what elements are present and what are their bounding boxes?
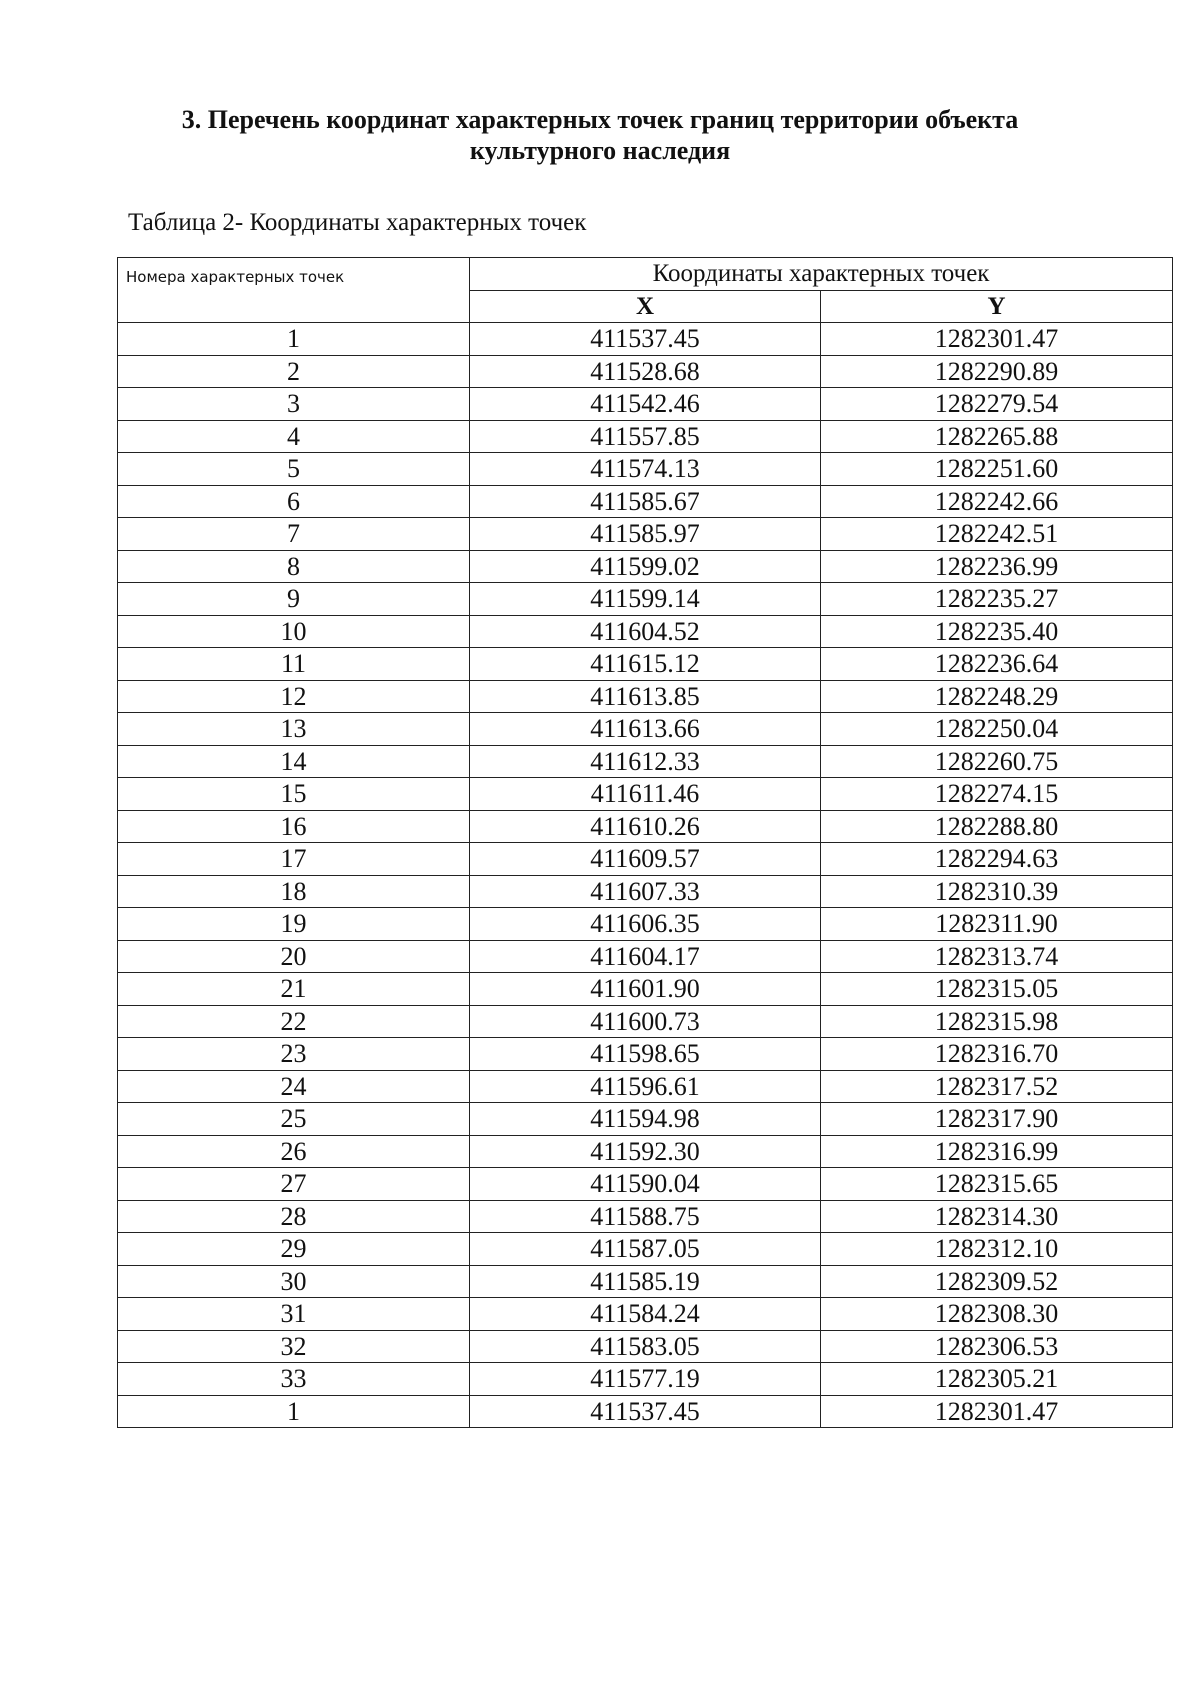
y-coordinate-cell: 1282265.88 bbox=[821, 420, 1173, 453]
table-caption: Таблица 2- Координаты характерных точек bbox=[128, 209, 587, 236]
y-coordinate-cell: 1282236.99 bbox=[821, 550, 1173, 583]
x-coordinate-cell: 411610.26 bbox=[470, 810, 821, 843]
point-number-cell: 27 bbox=[118, 1168, 470, 1201]
x-coordinate-cell: 411604.52 bbox=[470, 615, 821, 648]
x-coordinate-cell: 411590.04 bbox=[470, 1168, 821, 1201]
point-number-cell: 24 bbox=[118, 1070, 470, 1103]
x-coordinate-cell: 411577.19 bbox=[470, 1363, 821, 1396]
x-coordinate-cell: 411574.13 bbox=[470, 453, 821, 486]
y-coordinate-cell: 1282315.98 bbox=[821, 1005, 1173, 1038]
coordinates-group-header: Координаты характерных точек bbox=[470, 258, 1173, 291]
x-coordinate-cell: 411537.45 bbox=[470, 1395, 821, 1428]
table-row bbox=[118, 973, 1173, 1006]
table-row bbox=[118, 323, 1173, 356]
x-coordinate-cell: 411613.66 bbox=[470, 713, 821, 746]
table-row bbox=[118, 908, 1173, 941]
table-body bbox=[118, 323, 1173, 1428]
table-row bbox=[118, 615, 1173, 648]
table-row bbox=[118, 745, 1173, 778]
y-coordinate-cell: 1282242.66 bbox=[821, 485, 1173, 518]
x-coordinate-cell: 411604.17 bbox=[470, 940, 821, 973]
y-coordinate-cell: 1282311.90 bbox=[821, 908, 1173, 941]
table-row bbox=[118, 1363, 1173, 1396]
table-row bbox=[118, 713, 1173, 746]
point-number-cell: 26 bbox=[118, 1135, 470, 1168]
point-number-cell: 3 bbox=[118, 388, 470, 421]
y-coordinate-cell: 1282314.30 bbox=[821, 1200, 1173, 1233]
point-number-cell: 31 bbox=[118, 1298, 470, 1331]
table-row bbox=[118, 778, 1173, 811]
point-number-cell: 16 bbox=[118, 810, 470, 843]
table-row bbox=[118, 1265, 1173, 1298]
document-heading bbox=[100, 104, 1100, 166]
table-row bbox=[118, 940, 1173, 973]
point-number-cell: 22 bbox=[118, 1005, 470, 1038]
point-number-cell: 30 bbox=[118, 1265, 470, 1298]
y-coordinate-cell: 1282301.47 bbox=[821, 323, 1173, 356]
point-number-cell: 6 bbox=[118, 485, 470, 518]
x-coordinate-cell: 411609.57 bbox=[470, 843, 821, 876]
y-coordinate-cell: 1282274.15 bbox=[821, 778, 1173, 811]
x-coordinate-cell: 411607.33 bbox=[470, 875, 821, 908]
y-coordinate-cell: 1282317.90 bbox=[821, 1103, 1173, 1136]
table-row bbox=[118, 453, 1173, 486]
y-coordinate-cell: 1282236.64 bbox=[821, 648, 1173, 681]
table-row bbox=[118, 1200, 1173, 1233]
table-row bbox=[118, 1005, 1173, 1038]
point-number-cell: 1 bbox=[118, 1395, 470, 1428]
point-number-cell: 12 bbox=[118, 680, 470, 713]
table-row bbox=[118, 1135, 1173, 1168]
y-coordinate-cell: 1282290.89 bbox=[821, 355, 1173, 388]
y-coordinate-cell: 1282310.39 bbox=[821, 875, 1173, 908]
x-coordinate-cell: 411537.45 bbox=[470, 323, 821, 356]
point-number-cell: 14 bbox=[118, 745, 470, 778]
point-number-cell: 8 bbox=[118, 550, 470, 583]
y-coordinate-cell: 1282315.05 bbox=[821, 973, 1173, 1006]
point-number-cell: 15 bbox=[118, 778, 470, 811]
table-row bbox=[118, 843, 1173, 876]
x-coordinate-cell: 411596.61 bbox=[470, 1070, 821, 1103]
x-coordinate-cell: 411599.14 bbox=[470, 583, 821, 616]
x-coordinate-cell: 411557.85 bbox=[470, 420, 821, 453]
y-coordinate-cell: 1282260.75 bbox=[821, 745, 1173, 778]
table-row bbox=[118, 518, 1173, 551]
point-number-cell: 13 bbox=[118, 713, 470, 746]
point-number-cell: 19 bbox=[118, 908, 470, 941]
point-number-cell: 9 bbox=[118, 583, 470, 616]
table-row bbox=[118, 1103, 1173, 1136]
y-coordinate-cell: 1282242.51 bbox=[821, 518, 1173, 551]
point-number-cell: 29 bbox=[118, 1233, 470, 1266]
point-number-cell: 10 bbox=[118, 615, 470, 648]
table-row bbox=[118, 1233, 1173, 1266]
point-number-cell: 23 bbox=[118, 1038, 470, 1071]
y-coordinate-cell: 1282288.80 bbox=[821, 810, 1173, 843]
y-coordinate-cell: 1282235.27 bbox=[821, 583, 1173, 616]
point-number-cell: 1 bbox=[118, 323, 470, 356]
table-row bbox=[118, 1038, 1173, 1071]
x-coordinate-cell: 411600.73 bbox=[470, 1005, 821, 1038]
point-number-cell: 33 bbox=[118, 1363, 470, 1396]
y-coordinate-cell: 1282315.65 bbox=[821, 1168, 1173, 1201]
x-coordinate-cell: 411601.90 bbox=[470, 973, 821, 1006]
table-row bbox=[118, 1330, 1173, 1363]
heading-line-2: культурного наследия bbox=[469, 136, 731, 165]
coordinates-table bbox=[117, 257, 1173, 1428]
x-coordinate-cell: 411598.65 bbox=[470, 1038, 821, 1071]
y-coordinate-cell: 1282250.04 bbox=[821, 713, 1173, 746]
heading-line-1: 3. Перечень координат характерных точек границ территории объекта bbox=[181, 105, 1019, 134]
x-coordinate-cell: 411613.85 bbox=[470, 680, 821, 713]
x-coordinate-cell: 411599.02 bbox=[470, 550, 821, 583]
point-number-cell: 11 bbox=[118, 648, 470, 681]
x-coordinate-cell: 411583.05 bbox=[470, 1330, 821, 1363]
point-number-cell: 5 bbox=[118, 453, 470, 486]
x-coordinate-cell: 411542.46 bbox=[470, 388, 821, 421]
y-coordinate-cell: 1282279.54 bbox=[821, 388, 1173, 421]
x-coordinate-cell: 411588.75 bbox=[470, 1200, 821, 1233]
point-number-cell: 18 bbox=[118, 875, 470, 908]
y-column-header: Y bbox=[821, 290, 1173, 323]
y-coordinate-cell: 1282306.53 bbox=[821, 1330, 1173, 1363]
x-coordinate-cell: 411592.30 bbox=[470, 1135, 821, 1168]
x-coordinate-cell: 411615.12 bbox=[470, 648, 821, 681]
table-row bbox=[118, 355, 1173, 388]
x-coordinate-cell: 411585.19 bbox=[470, 1265, 821, 1298]
y-coordinate-cell: 1282312.10 bbox=[821, 1233, 1173, 1266]
point-number-cell: 21 bbox=[118, 973, 470, 1006]
x-coordinate-cell: 411585.97 bbox=[470, 518, 821, 551]
table-row bbox=[118, 583, 1173, 616]
table-row bbox=[118, 680, 1173, 713]
y-coordinate-cell: 1282248.29 bbox=[821, 680, 1173, 713]
y-coordinate-cell: 1282251.60 bbox=[821, 453, 1173, 486]
x-coordinate-cell: 411612.33 bbox=[470, 745, 821, 778]
table-row bbox=[118, 388, 1173, 421]
y-coordinate-cell: 1282317.52 bbox=[821, 1070, 1173, 1103]
x-coordinate-cell: 411528.68 bbox=[470, 355, 821, 388]
table-row bbox=[118, 550, 1173, 583]
x-coordinate-cell: 411611.46 bbox=[470, 778, 821, 811]
y-coordinate-cell: 1282294.63 bbox=[821, 843, 1173, 876]
y-coordinate-cell: 1282316.99 bbox=[821, 1135, 1173, 1168]
y-coordinate-cell: 1282309.52 bbox=[821, 1265, 1173, 1298]
point-number-cell: 20 bbox=[118, 940, 470, 973]
point-number-cell: 28 bbox=[118, 1200, 470, 1233]
header-row-1 bbox=[118, 258, 1173, 291]
point-number-cell: 7 bbox=[118, 518, 470, 551]
y-coordinate-cell: 1282305.21 bbox=[821, 1363, 1173, 1396]
y-coordinate-cell: 1282301.47 bbox=[821, 1395, 1173, 1428]
table-row bbox=[118, 1168, 1173, 1201]
table-row bbox=[118, 1298, 1173, 1331]
y-coordinate-cell: 1282308.30 bbox=[821, 1298, 1173, 1331]
table-row bbox=[118, 485, 1173, 518]
points-number-header: Номера характерных точек bbox=[118, 258, 470, 323]
x-coordinate-cell: 411587.05 bbox=[470, 1233, 821, 1266]
table-row bbox=[118, 648, 1173, 681]
x-coordinate-cell: 411585.67 bbox=[470, 485, 821, 518]
table-row bbox=[118, 810, 1173, 843]
table-row bbox=[118, 1395, 1173, 1428]
point-number-cell: 32 bbox=[118, 1330, 470, 1363]
x-coordinate-cell: 411594.98 bbox=[470, 1103, 821, 1136]
table-header bbox=[118, 258, 1173, 323]
table-row bbox=[118, 1070, 1173, 1103]
x-coordinate-cell: 411606.35 bbox=[470, 908, 821, 941]
point-number-cell: 17 bbox=[118, 843, 470, 876]
y-coordinate-cell: 1282316.70 bbox=[821, 1038, 1173, 1071]
point-number-cell: 4 bbox=[118, 420, 470, 453]
point-number-cell: 25 bbox=[118, 1103, 470, 1136]
x-column-header: X bbox=[470, 290, 821, 323]
table-row bbox=[118, 875, 1173, 908]
x-coordinate-cell: 411584.24 bbox=[470, 1298, 821, 1331]
y-coordinate-cell: 1282235.40 bbox=[821, 615, 1173, 648]
point-number-cell: 2 bbox=[118, 355, 470, 388]
table-row bbox=[118, 420, 1173, 453]
y-coordinate-cell: 1282313.74 bbox=[821, 940, 1173, 973]
